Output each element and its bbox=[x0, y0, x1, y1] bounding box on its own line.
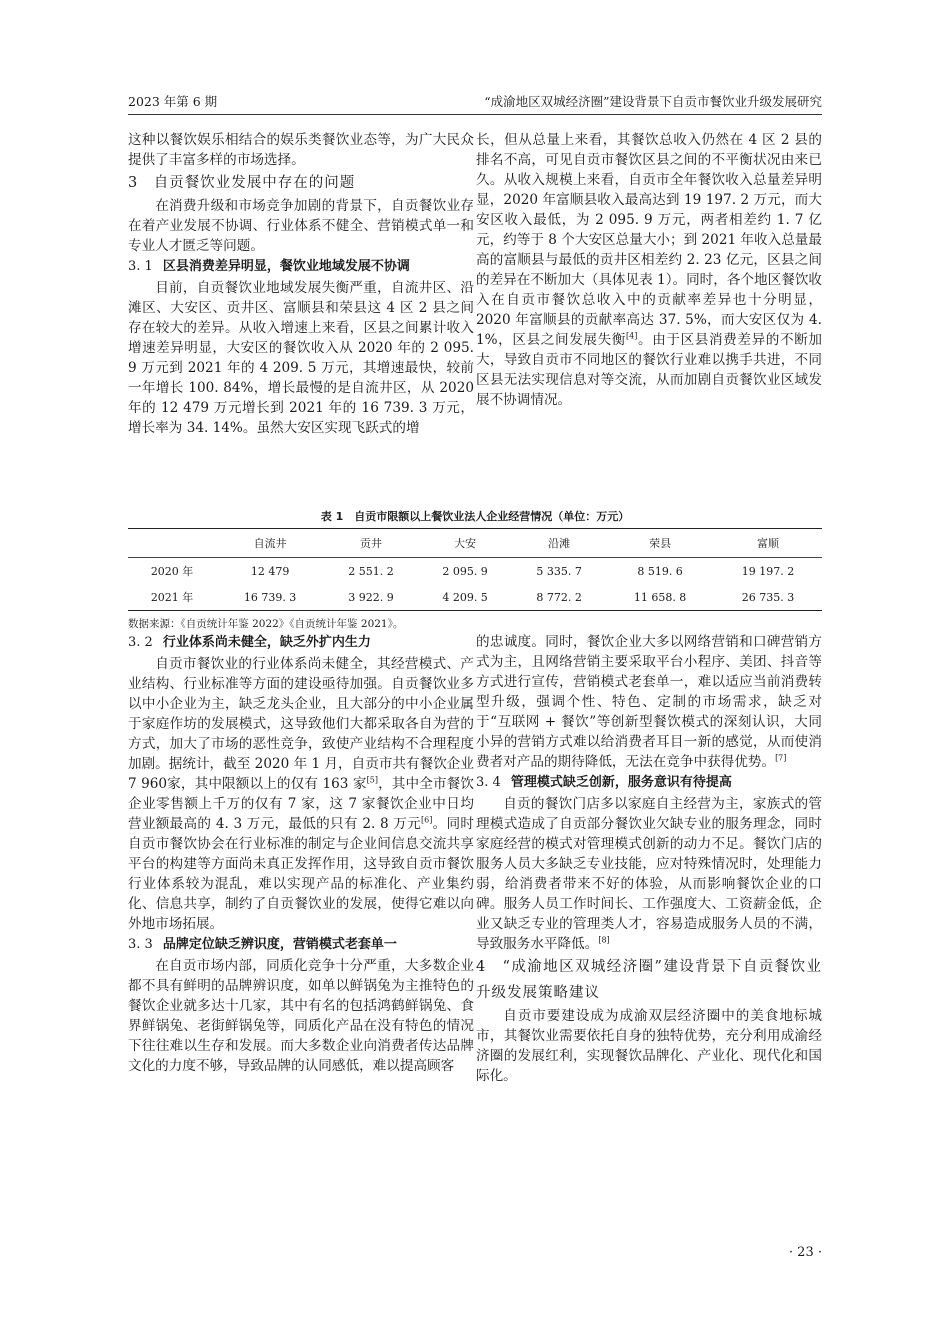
table-row bbox=[128, 584, 822, 611]
table-source-note: 数据来源：《自贡统计年鉴 2022》《自贡统计年鉴 2021》。 bbox=[128, 618, 404, 630]
subsection-title: 品牌定位缺乏辨识度，营销模式老套单一 bbox=[162, 937, 397, 952]
subsection-number: 3. 1 bbox=[128, 259, 153, 274]
article-title-header: “成渝地区双城经济圈”建设背景下自贡市餐饮业升级发展研究 bbox=[484, 94, 822, 109]
subsection-title: 行业体系尚未健全，缺乏外扩内生力 bbox=[162, 635, 371, 650]
data-table bbox=[128, 528, 822, 611]
citation: [8] bbox=[598, 935, 610, 945]
table-cell: 2020 年 bbox=[150, 565, 194, 578]
subsection-heading-3-3 bbox=[128, 934, 474, 956]
paragraph: 自贡市餐饮业的行业体系尚未健全，其经营模式、产业结构、行业标准等方面的建设亟待加强。自贡餐饮业多以中小企业为主，缺乏龙头企业，且大部分的中小企业属于家庭作坊的发展模式，这导致他们大都采取各自为营的方式，加大了市场的恶性竞争，致使产业结构不合理程度加剧。据统计，截至 2020 年 1 月，自贡市共有餐饮企业 7 960家，其中限额以上的仅有 163 家[5]，其中全市餐饮企业零售额上千万的仅有 7 家，这 7 家餐饮企业中日均营业额最高的 4. 3 万元，最低的只有 2. 8 万元[6]。同时自贡市餐饮协会在行业标准的制定与企业间信息交流共享平台的构建等方面尚未真正发挥作用，这导致自贡市餐饮行业体系较为混乱，难以实现产品的标准化、产业集约化、信息共享，制约了自贡餐饮业的发展，使得它难以向外地市场拓展。 bbox=[128, 656, 475, 932]
subsection-heading-3-2 bbox=[128, 632, 474, 654]
paragraph: 自贡的餐饮门店多以家庭自主经营为主，家族式的管理模式造成了自贡部分餐饮业欠缺专业的服务理念，同时家庭经营的模式对管理模式创新的动力不足。餐饮门店的服务人员大多缺乏专业技能，应对特殊情况时，处理能力弱，给消费者带来不好的体验，从而影响餐饮企业的口碑。服务人员工作时间长、工作强度大、工资薪金低，企业又缺乏专业的管理类人才，容易造成服务人员的不满，导致服务水平降低。[8] bbox=[476, 796, 822, 952]
citation: [5] bbox=[366, 775, 378, 785]
subsection-number: 3. 2 bbox=[128, 635, 153, 650]
section-heading-4: 4 “成渝地区双城经济圈”建设背景下自贡餐饮业升级发展策略建议 bbox=[476, 959, 822, 1001]
table-cell: 2 551. 2 bbox=[348, 564, 394, 578]
subsection-number: 3. 4 bbox=[476, 775, 501, 790]
table-header: 自流井 bbox=[216, 529, 324, 558]
column-2 bbox=[476, 130, 822, 410]
paragraph: 这种以餐饮娱乐相结合的娱乐类餐饮业态等，为广大民众提供了丰富多样的市场选择。 bbox=[128, 132, 474, 168]
running-header bbox=[128, 92, 822, 112]
subsection-title: 区县消费差异明显，餐饮业地域发展不协调 bbox=[162, 259, 410, 274]
table-cell: 2 095. 9 bbox=[442, 564, 488, 578]
paragraph: 在消费升级和市场竞争加剧的背景下，自贡餐饮业存在着产业发展不协调、行业体系不健全、营销模式单一和专业人才匮乏等问题。 bbox=[128, 198, 474, 254]
column-4 bbox=[476, 632, 822, 1086]
citation: [7] bbox=[775, 753, 787, 763]
table-cell: 16 739. 3 bbox=[216, 584, 324, 611]
subsection-title: 管理模式缺乏创新，服务意识有待提高 bbox=[510, 775, 732, 790]
table-cell: 4 209. 5 bbox=[418, 584, 512, 611]
table-cell: 8 772. 2 bbox=[512, 584, 606, 611]
column-3 bbox=[128, 632, 474, 1076]
table-header bbox=[128, 529, 216, 558]
table-header: 沿滩 bbox=[512, 529, 606, 558]
journal-issue: 2023 年第 6 期 bbox=[128, 94, 218, 109]
paragraph: 目前，自贡餐饮业地域发展失衡严重，自流井区、沿滩区、大安区、贡井区、富顺县和荣县这 4 区 2 县之间存在较大的差异。从收入增速上来看，区县之间累计收入增速差异明显，大安区的餐饮收入从 2020 年的 2 095. 9 万元到 2021 年的 4 209. 5 万元，其增速最快，较前一年增长 100. 84%，增长最慢的是自流井区，从 2020 年的 12 479 万元增长到 2021 年的 16 739. 3 万元，增长率为 34. 14%。虽然大安区实现飞跃式的增 bbox=[128, 280, 474, 436]
table-cell: 11 658. 8 bbox=[606, 584, 714, 611]
table-header: 富顺 bbox=[714, 529, 822, 558]
table-header: 贡井 bbox=[324, 529, 418, 558]
subsection-heading-3-1 bbox=[128, 256, 474, 278]
paragraph: 在自贡市场内部，同质化竞争十分严重，大多数企业都不具有鲜明的品牌辨识度，如单以鲜锅兔为主推特色的餐饮企业就多达十几家，其中有名的包括鸿鹤鲜锅兔、食界鲜锅兔、老街鲜锅兔等，同质化产品在没有特色的情况下往往难以生存和发展。而大多数企业向消费者传达品牌文化的力度不够，导致品牌的认同感低，难以提高顾客 bbox=[128, 958, 474, 1074]
table-cell: 12 479 bbox=[250, 564, 290, 578]
table-row bbox=[128, 558, 822, 585]
column-1 bbox=[128, 130, 474, 438]
table-cell: 19 197. 2 bbox=[741, 564, 795, 578]
citation: [6] bbox=[421, 815, 433, 825]
table-cell: 5 335. 7 bbox=[536, 564, 582, 578]
table-header: 大安 bbox=[418, 529, 512, 558]
table-header: 荣县 bbox=[606, 529, 714, 558]
paragraph: 长，但从总量上来看，其餐饮总收入仍然在 4 区 2 县的排名不高，可见自贡市餐饮区县之间的不平衡状况由来已久。从收入规模上来看，自贡市全年餐饮收入总量差异明显，2020 年富顺县收入最高达到 19 197. 2 万元，而大安区收入最低，为 2 095. 9 万元，两者相差约 1. 7 亿元，约等于 8 个大安区总量大小；到 2021 年收入总量最高的富顺县与最低的贡井区相差约 2. 23 亿元，区县之间的差异在不断加大（具体见表 1）。同时，各个地区餐饮收入在自贡市餐饮总收入中的贡献率差异也十分明显，2020 年富顺县的贡献率高达 37. 5%，而大安区仅为 4. 1%，区县之间发展失衡[4]。由于区县消费差异的不断加大，导致自贡市不同地区的餐饮行业难以携手共进，不同区县无法实现信息对等交流，从而加剧自贡餐饮业区域发展不协调情况。 bbox=[476, 132, 823, 408]
header-rule bbox=[128, 114, 822, 115]
table-1 bbox=[128, 508, 822, 611]
table-cell: 2021 年 bbox=[128, 584, 216, 611]
subsection-number: 3. 3 bbox=[128, 937, 153, 952]
subsection-heading-3-4 bbox=[476, 772, 822, 794]
table-cell: 8 519. 6 bbox=[637, 564, 683, 578]
citation: [4] bbox=[626, 331, 638, 341]
table-cell: 3 922. 9 bbox=[324, 584, 418, 611]
table-cell: 26 735. 3 bbox=[714, 584, 822, 611]
section-heading-3: 3 自贡餐饮业发展中存在的问题 bbox=[128, 175, 356, 191]
table-caption: 表 1 自贡市限额以上餐饮业法人企业经营情况（单位：万元） bbox=[320, 510, 630, 523]
paragraph: 自贡市要建设成为成渝双层经济圈中的美食地标城市，其餐饮业需要依托自身的独特优势，充分利用成渝经济圈的发展红利，实现餐饮品牌化、产业化、现代化和国际化。 bbox=[476, 1008, 822, 1084]
paragraph: 的忠诚度。同时，餐饮企业大多以网络营销和口碑营销方式为主，且网络营销主要采取平台小程序、美团、抖音等方式进行宣传，营销模式老套单一，难以适应当前消费转型升级，强调个性、特色、定制的市场需求，缺乏对于“互联网 + 餐饮”等创新型餐饮模式的深刻认识，大同小异的营销方式难以给消费者耳目一新的感觉，从而使消费者对产品的期待降低，无法在竞争中获得优势。[7] bbox=[476, 634, 822, 770]
page-number: · 23 · bbox=[788, 1245, 822, 1260]
